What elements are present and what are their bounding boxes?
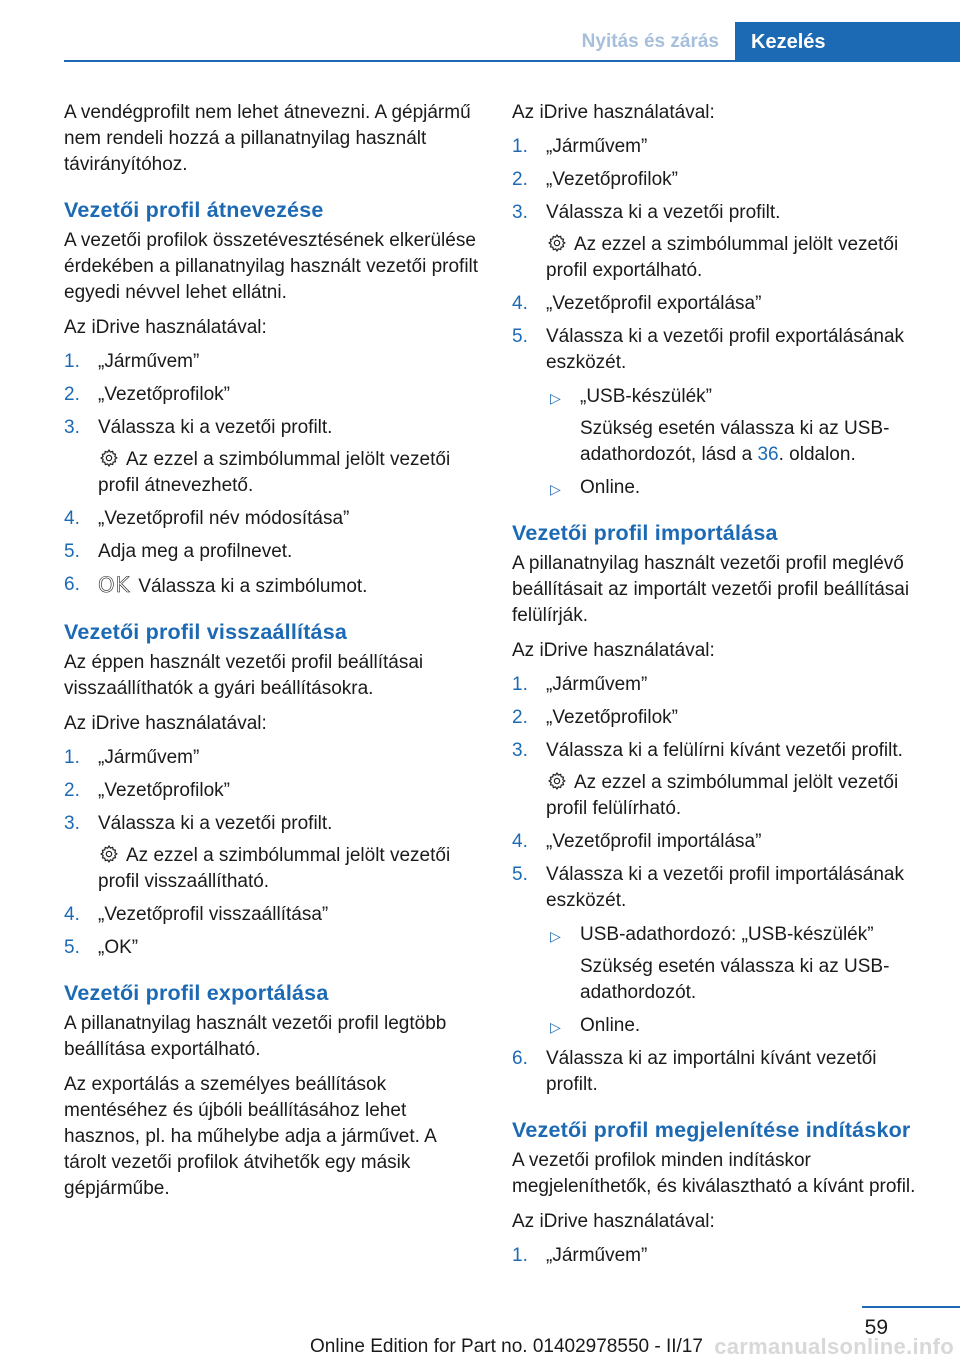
reset-description: Az éppen használt vezetői profil beállításai visszaállíthatók a gyári beállításokra. [64,652,424,699]
show-profile-steps [512,1243,927,1269]
step-number: 5. [64,937,80,958]
chapter-tab[interactable]: Kezelés [735,22,960,62]
sub-option-online: Online. [580,1015,641,1036]
step-text: „Vezetőprofilok” [98,780,231,801]
page-header [0,0,960,62]
step-text: „Vezetőprofil visszaállítása” [98,904,329,925]
step-text: Válassza ki a felülírni kívánt vezetői profilt. [546,740,903,761]
list-item [64,382,479,408]
step-number: 6. [512,1048,528,1069]
gear-icon [546,233,568,253]
list-item [546,922,927,1006]
gear-icon [98,448,120,468]
heading-export-profile: Vezetői profil exportálása [64,981,329,1005]
sub-option-detail: Szükség esetén válassza ki az USB-adathordozót. [580,956,890,1003]
step-number: 3. [512,202,528,223]
note-text: Az ezzel a szimbólummal jelölt vezetői profil exportálható. [546,234,899,281]
step-number: 1. [512,1245,528,1266]
sub-option-usb: USB-adathordozó: „USB-készülék” [580,924,874,945]
list-item [64,811,479,895]
step-text: Adja meg a profilnevet. [98,541,293,562]
left-column [64,100,479,1211]
list-item [512,1046,927,1098]
gear-icon [546,771,568,791]
step-text: „OK” [98,937,139,958]
step-number: 4. [512,831,528,852]
heading-rename-profile: Vezetői profil átnevezése [64,198,324,222]
list-item [64,745,479,771]
list-item [512,167,927,193]
edition-note: Online Edition for Part no. 01402978550 - II/17 [310,1336,703,1357]
step-note [546,232,927,284]
detail-text: Szükség esetén válassza ki az USB-adathordozót, lásd a [580,418,890,465]
step-number: 4. [512,293,528,314]
export-description: A pillanatnyilag használt vezetői profil legtöbb beállítása exportálható. [64,1013,447,1060]
step-number: 5. [512,326,528,347]
triangle-bullet-icon: ▷ [550,481,561,497]
triangle-bullet-icon: ▷ [550,928,561,944]
step-number: 2. [64,384,80,405]
step-number: 5. [512,864,528,885]
header-divider [64,60,960,62]
step-text: Válassza ki a szimbólumot. [138,576,368,597]
note-text: Az ezzel a szimbólummal jelölt vezetői profil visszaállítható. [98,845,451,892]
page-link[interactable]: 36 [757,444,779,465]
heading-reset-profile: Vezetői profil visszaállítása [64,620,348,644]
page-number: 59 [864,1316,888,1339]
step-text: „Vezetőprofil importálása” [546,831,762,852]
step-number: 5. [64,541,80,562]
list-item [64,935,479,961]
step-number: 3. [64,813,80,834]
list-item [512,200,927,284]
step-text: „Járművem” [546,136,648,157]
list-item [512,705,927,731]
step-text: „Vezetőprofil név módosítása” [98,508,350,529]
export-steps [512,134,927,501]
sub-option-usb: „USB-készülék” [580,386,712,407]
step-note [98,843,479,895]
step-text: Válassza ki a vezetői profil importálásának eszközét. [546,864,905,911]
sub-option-detail [580,416,927,468]
step-text: Válassza ki a vezetői profilt. [98,813,333,834]
step-text: Válassza ki a vezetői profilt. [98,417,333,438]
step-text: „Vezetőprofilok” [98,384,231,405]
list-item [512,862,927,1039]
rename-description: A vezetői profilok összetévesztésének elkerülése érdekében a pillanatnyilag használt vezetői profilt egyedi névvel lehet ellátni. [64,230,479,303]
list-item [64,349,479,375]
step-number: 2. [64,780,80,801]
list-item [64,778,479,804]
list-item [64,902,479,928]
triangle-bullet-icon: ▷ [550,390,561,406]
step-text: „Járművem” [546,674,648,695]
step-text: „Vezetőprofilok” [546,169,679,190]
step-text: „Vezetőprofilok” [546,707,679,728]
export-idrive-intro: Az iDrive használatával: [512,102,715,123]
heading-show-profile-on-start: Vezetői profil megjelenítése indításkor [512,1118,911,1142]
list-item [512,324,927,501]
step-number: 3. [512,740,528,761]
step-text: „Járművem” [546,1245,648,1266]
step-number: 4. [64,508,80,529]
step-number: 6. [64,574,80,595]
note-text: Az ezzel a szimbólummal jelölt vezetői profil felülírható. [546,772,899,819]
rename-steps [64,349,479,600]
step-number: 1. [64,747,80,768]
right-column [512,100,927,1279]
sub-option-online: Online. [580,477,641,498]
guest-profile-note: A vendégprofilt nem lehet átnevezni. A gépjármű nem rendeli hozzá a pillanatnyilag használt távirányítóhoz. [64,102,471,175]
section-tab[interactable]: Nyitás és zárás [581,31,719,52]
list-item [546,1013,927,1039]
detail-text: . oldalon. [778,444,856,465]
list-item [64,539,479,565]
step-number: 2. [512,707,528,728]
show-profile-idrive-intro: Az iDrive használatával: [512,1211,715,1232]
gear-icon [98,844,120,864]
triangle-bullet-icon: ▷ [550,1019,561,1035]
step-text: Válassza ki a vezetői profil exportálásának eszközét. [546,326,905,373]
step-number: 3. [64,417,80,438]
step-number: 4. [64,904,80,925]
list-item [64,415,479,499]
export-usage: Az exportálás a személyes beállítások mentéséhez és újbóli beállításához lehet hasznos, pl. ha műhelybe adja a járművet. A tárolt vezetői profilok átvihetők egy másik gépjárműbe. [64,1074,436,1199]
list-item [64,572,479,600]
step-text: „Járművem” [98,747,200,768]
import-description: A pillanatnyilag használt vezetői profil meglévő beállításait az importált vezetői profil beállításai felülírják. [512,553,910,626]
list-item [512,1243,927,1269]
list-item [512,672,927,698]
list-item [512,738,927,822]
list-item [546,384,927,468]
step-text: Válassza ki a vezetői profilt. [546,202,781,223]
list-item [512,829,927,855]
step-text: „Vezetőprofil exportálása” [546,293,762,314]
list-item [64,506,479,532]
import-steps [512,672,927,1098]
step-number: 2. [512,169,528,190]
ok-symbol-icon: OK [98,573,131,597]
import-sub-options [546,922,927,1039]
note-text: Az ezzel a szimbólummal jelölt vezetői profil átnevezhető. [98,449,451,496]
show-profile-description: A vezetői profilok minden indításkor megjeleníthetők, és kiválasztható a kívánt profil. [512,1150,916,1197]
list-item [512,134,927,160]
step-note [98,447,479,499]
watermark: carmanualsonline.info [714,1334,954,1359]
list-item [512,291,927,317]
import-idrive-intro: Az iDrive használatával: [512,640,715,661]
step-text: „Járművem” [98,351,200,372]
export-sub-options [546,384,927,501]
reset-idrive-intro: Az iDrive használatával: [64,713,267,734]
step-text: Válassza ki az importálni kívánt vezetői profilt. [546,1048,877,1095]
step-number: 1. [512,674,528,695]
heading-import-profile: Vezetői profil importálása [512,521,778,545]
rename-idrive-intro: Az iDrive használatával: [64,317,267,338]
step-number: 1. [64,351,80,372]
footer-divider [862,1306,960,1308]
step-number: 1. [512,136,528,157]
step-note [546,770,927,822]
reset-steps [64,745,479,961]
list-item [546,475,927,501]
